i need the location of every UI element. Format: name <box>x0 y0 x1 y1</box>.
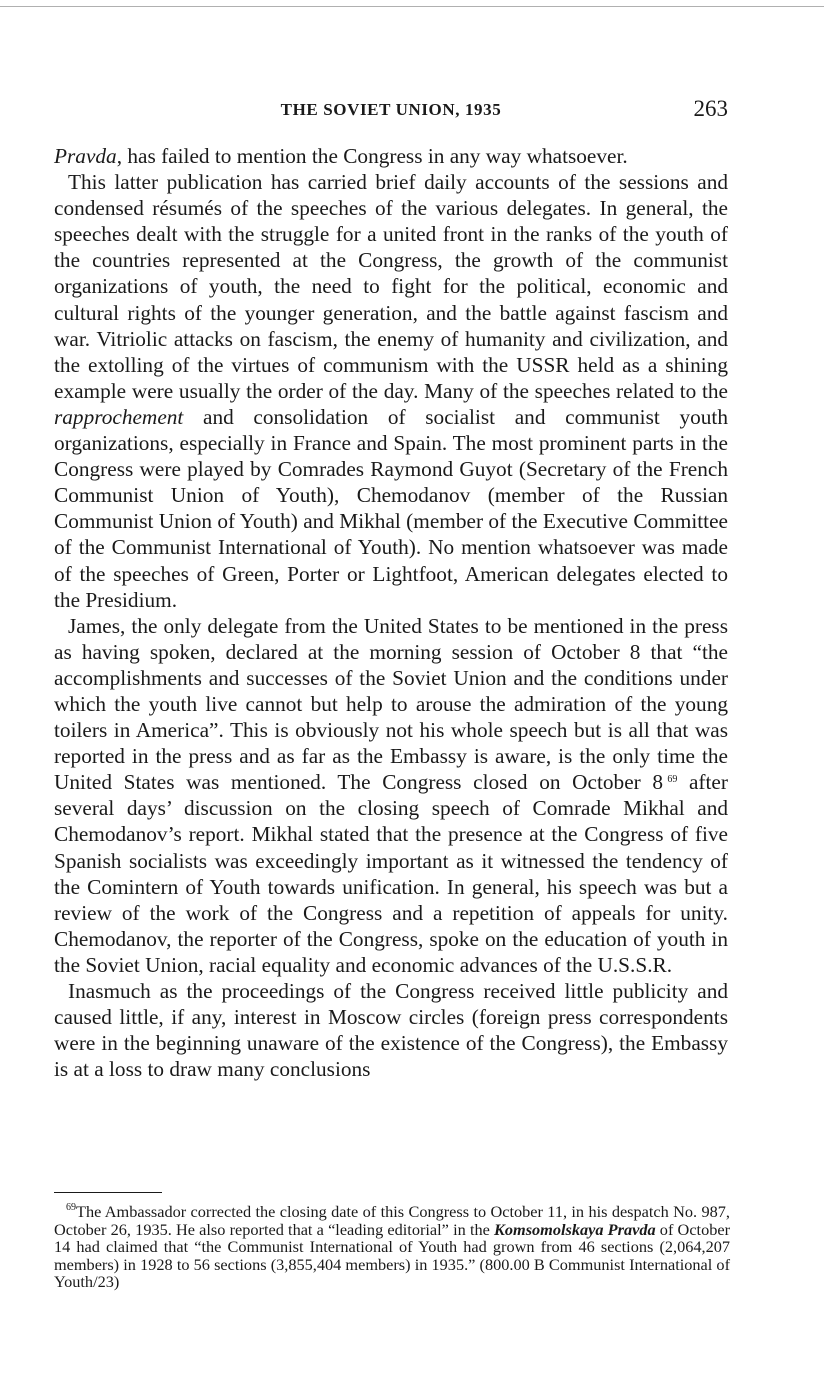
paragraph-1-text: , has failed to mention the Congress in any way whatsoever. <box>116 144 628 168</box>
paragraph-2 <box>54 169 728 613</box>
paragraph-3-text-a: James, the only delegate from the United States to be mentioned in the press as having spoken, declared at the morning session of October 8 that “the accomplishments and successes of the Soviet Union and the conditions under which the youth live cannot but help to arouse the admiration of the young toilers in America”. This is obviously not his whole speech but is all that was reported in the press and as far as the Embassy is aware, is the only time the United States was mentioned. The Congress closed on October 8 <box>54 613 728 795</box>
body-text <box>54 143 728 1082</box>
paragraph-2-text-a: This latter publication has carried brief daily accounts of the sessions and condensed résumés of the speeches of the various delegates. In general, the speeches dealt with the struggle for a united front in the ranks of the youth of the countries represented at the Congress, the growth of the communist organizations of youth, the need to fight for the political, economic and cultural rights of the younger generation, and the battle against fascism and war. Vitriolic attacks on fascism, the enemy of humanity and civilization, and the extolling of the virtues of communism with the USSR held as a shining example were usually the order of the day. Many of the speeches related to the <box>54 170 728 403</box>
paragraph-3 <box>54 613 728 978</box>
footnote-paragraph <box>54 1203 730 1291</box>
paragraph-4-text: Inasmuch as the proceedings of the Congress received little publicity and caused little, if any, interest in Moscow circles (foreign press correspondents were in the beginning unaware of the existence of the Congress), the Embassy is at a loss to draw many conclusions <box>54 979 728 1082</box>
italic-term: rapprochement <box>54 404 184 429</box>
top-edge-rule <box>0 0 824 7</box>
running-title: THE SOVIET UNION, 1935 <box>280 100 502 119</box>
footnote-divider <box>54 1192 162 1193</box>
footnote <box>54 1203 730 1291</box>
footnote-marker: 69 <box>66 1202 76 1213</box>
publication-name: Pravda <box>54 144 117 168</box>
footnote-text-b: of October 14 had claimed that “the Communist International of Youth had grown from 46 sections (2,064,207 members) in 1928 to 56 sections (3,855,404 members) in 1935.” (800.00 B Communist International of Youth/23) <box>54 1219 730 1291</box>
footnote-text-a: The Ambassador corrected the closing date of this Congress to October 11, in his despatch No. 987, October 26, 1935. He also reported that a “leading editorial” in the <box>54 1202 730 1239</box>
paragraph-2-text-b: and consolidation of socialist and communist youth organizations, especially in France and Spain. The most prominent parts in the Congress were played by Comrades Raymond Guyot (Secretary of the French Communist Union of Youth), Chemodanov (member of the Russian Communist Union of Youth) and Mikhal (member of the Executive Committee of the Communist International of Youth). No mention whatsoever was made of the speeches of Green, Porter or Lightfoot, American delegates elected to the Presidium. <box>54 404 728 612</box>
footnote-publication-name: Komsomolskaya Pravda <box>494 1219 656 1239</box>
paragraph-1 <box>54 143 728 169</box>
page-number: 263 <box>693 96 728 121</box>
footnote-reference: 69 <box>667 774 678 786</box>
paragraph-4 <box>54 978 728 1082</box>
running-head <box>54 96 728 126</box>
paragraph-3-text-b: after several days’ discussion on the closing speech of Comrade Mikhal and Chemodanov’s report. Mikhal stated that the presence at the Congress of five Spanish socialists was exceedingly important as it witnessed the tendency of the Comintern of Youth towards unification. In general, his speech was but a review of the work of the Congress and a repetition of appeals for unity. Chemodanov, the reporter of the Congress, spoke on the education of youth in the Soviet Union, racial equality and economic advances of the U.S.S.R. <box>54 770 728 977</box>
